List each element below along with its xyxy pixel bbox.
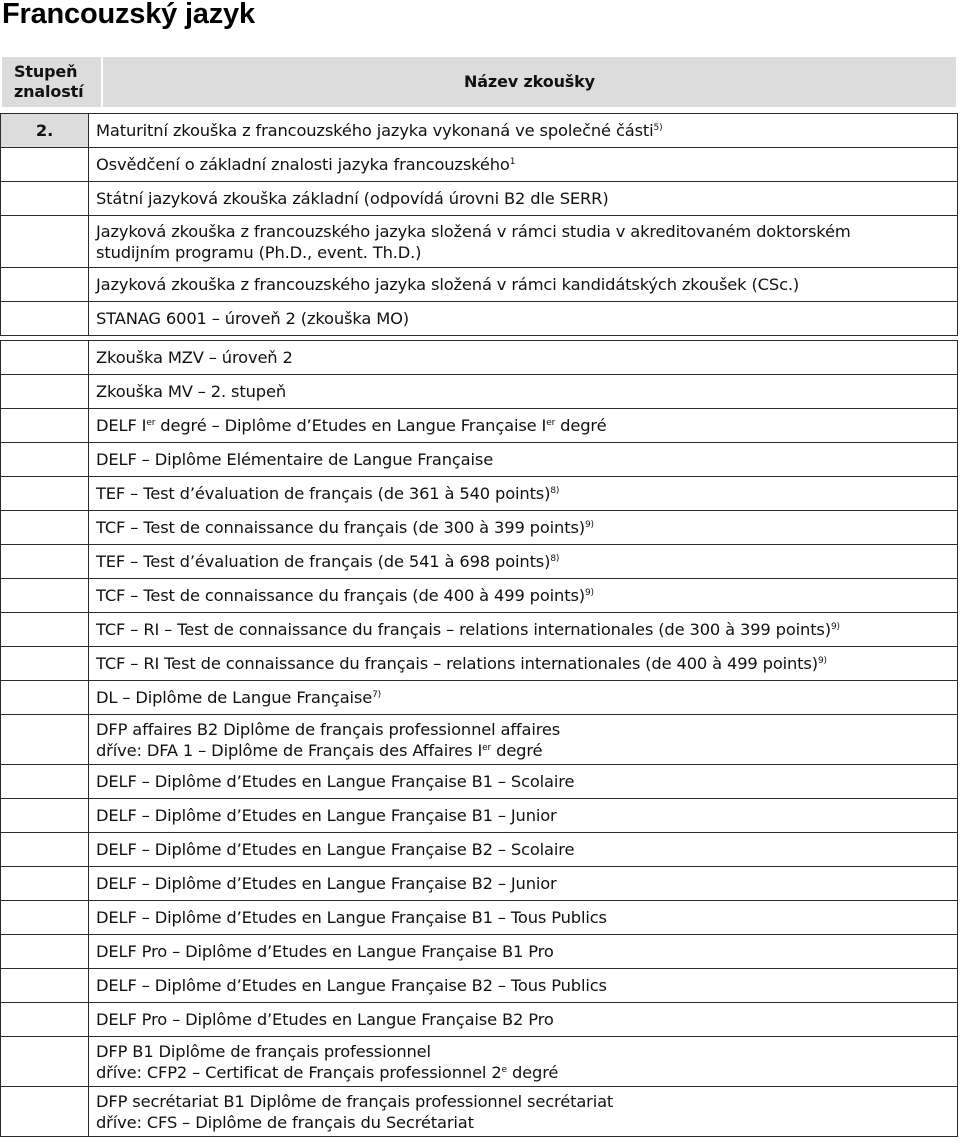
level-value: 2. xyxy=(1,114,89,148)
level-header-line1: Stupeň xyxy=(14,62,78,81)
level-cell xyxy=(1,268,89,302)
level-cell xyxy=(1,477,89,511)
exam-name: DL – Diplôme de Langue Française$^{7)}$ xyxy=(89,681,958,715)
level-cell xyxy=(1,302,89,336)
exam-name: DELF – Diplôme d’Etudes en Langue Française B2 – Tous Publics xyxy=(89,969,958,1003)
exam-name: DELF – Diplôme d’Etudes en Langue Française B1 – Junior xyxy=(89,799,958,833)
exam-table-part1 xyxy=(0,113,958,336)
exam-name: Jazyková zkouška z francouzského jazyka složená v rámci kandidátských zkoušek (CSc.) xyxy=(89,268,958,302)
level-header-line2: znalostí xyxy=(14,82,84,101)
table-row xyxy=(1,545,958,579)
page-title: Francouzský jazyk xyxy=(2,0,255,30)
level-cell xyxy=(1,341,89,375)
exam-name: STANAG 6001 – úroveň 2 (zkouška MO) xyxy=(89,302,958,336)
table-header xyxy=(0,55,958,109)
level-cell xyxy=(1,935,89,969)
table-row xyxy=(1,681,958,715)
table-row xyxy=(1,114,958,148)
exam-name: DFP secrétariat B1 Diplôme de français professionnel secrétariat dříve: CFS – Diplôme de français du Secrétariat xyxy=(89,1087,958,1137)
level-cell xyxy=(1,1087,89,1137)
table-row xyxy=(1,148,958,182)
level-cell xyxy=(1,216,89,268)
level-header xyxy=(1,56,102,108)
table-row xyxy=(1,302,958,336)
table-row xyxy=(1,799,958,833)
level-cell xyxy=(1,511,89,545)
exam-name: DFP B1 Diplôme de français professionnel dříve: CFP2 – Certificat de Français professionnel 2e degré xyxy=(89,1037,958,1087)
level-cell xyxy=(1,545,89,579)
exam-name: Státní jazyková zkouška základní (odpovídá úrovni B2 dle SERR) xyxy=(89,182,958,216)
level-cell xyxy=(1,765,89,799)
level-cell xyxy=(1,375,89,409)
exam-name: TEF – Test d’évaluation de français (de 541 à 698 points)$^{8)}$ xyxy=(89,545,958,579)
table-row xyxy=(1,1003,958,1037)
exam-name: TCF – Test de connaissance du français (de 400 à 499 points)$^{9)}$ xyxy=(89,579,958,613)
exam-name: DELF – Diplôme d’Etudes en Langue Française B1 – Scolaire xyxy=(89,765,958,799)
exam-name: Zkouška MV – 2. stupeň xyxy=(89,375,958,409)
level-cell xyxy=(1,969,89,1003)
exam-name: DELF – Diplôme Elémentaire de Langue Française xyxy=(89,443,958,477)
exam-name: DELF – Diplôme d’Etudes en Langue Française B1 – Tous Publics xyxy=(89,901,958,935)
table-row xyxy=(1,341,958,375)
exam-name: Zkouška MZV – úroveň 2 xyxy=(89,341,958,375)
table-row xyxy=(1,765,958,799)
table-row xyxy=(1,1037,958,1087)
table-row xyxy=(1,1087,958,1137)
table-row xyxy=(1,647,958,681)
exam-name: TEF – Test d’évaluation de français (de 361 à 540 points)$^{8)}$ xyxy=(89,477,958,511)
level-cell xyxy=(1,715,89,765)
table-row xyxy=(1,613,958,647)
level-cell xyxy=(1,901,89,935)
table-row xyxy=(1,833,958,867)
exam-name: DELF Pro – Diplôme d’Etudes en Langue Française B1 Pro xyxy=(89,935,958,969)
exam-name: DFP affaires B2 Diplôme de français professionnel affaires dříve: DFA 1 – Diplôme de Français des Affaires Ier degré xyxy=(89,715,958,765)
level-cell xyxy=(1,182,89,216)
exam-name: Osvědčení o základní znalosti jazyka francouzského$^1$ xyxy=(89,148,958,182)
table-row xyxy=(1,375,958,409)
level-cell xyxy=(1,443,89,477)
table-row xyxy=(1,511,958,545)
exam-name: DELF – Diplôme d’Etudes en Langue Française B2 – Scolaire xyxy=(89,833,958,867)
table-row xyxy=(1,268,958,302)
table-row xyxy=(1,969,958,1003)
table-row xyxy=(1,409,958,443)
level-cell xyxy=(1,647,89,681)
level-cell xyxy=(1,409,89,443)
level-cell xyxy=(1,681,89,715)
level-cell xyxy=(1,1037,89,1087)
table-row xyxy=(1,216,958,268)
exam-name: Maturitní zkouška z francouzského jazyka vykonaná ve společné části$^{5)}$ xyxy=(89,114,958,148)
exam-name: TCF – RI – Test de connaissance du français – relations internationales (de 300 à 399 points)$^{9)}$ xyxy=(89,613,958,647)
table-row xyxy=(1,443,958,477)
table-row xyxy=(1,477,958,511)
level-cell xyxy=(1,613,89,647)
exam-name: TCF – Test de connaissance du français (de 300 à 399 points)$^{9)}$ xyxy=(89,511,958,545)
table-row xyxy=(1,935,958,969)
exam-table-part2 xyxy=(0,340,958,1137)
table-row xyxy=(1,901,958,935)
exam-name: TCF – RI Test de connaissance du français – relations internationales (de 400 à 499 points)$^{9)}$ xyxy=(89,647,958,681)
exam-name: DELF – Diplôme d’Etudes en Langue Française B2 – Junior xyxy=(89,867,958,901)
level-cell xyxy=(1,579,89,613)
exam-name: DELF Pro – Diplôme d’Etudes en Langue Française B2 Pro xyxy=(89,1003,958,1037)
level-cell xyxy=(1,148,89,182)
level-cell xyxy=(1,799,89,833)
table-row xyxy=(1,867,958,901)
table-row xyxy=(1,715,958,765)
level-cell xyxy=(1,867,89,901)
exam-name: DELF Ier degré – Diplôme d’Etudes en Langue Française Ier degré xyxy=(89,409,958,443)
level-cell xyxy=(1,1003,89,1037)
table-row xyxy=(1,579,958,613)
level-cell xyxy=(1,833,89,867)
table-row xyxy=(1,182,958,216)
exam-name: Jazyková zkouška z francouzského jazyka složená v rámci studia v akreditovaném doktorském studijním programu (Ph.D., event. Th.D.) xyxy=(89,216,958,268)
name-header: Název zkoušky xyxy=(102,56,957,108)
